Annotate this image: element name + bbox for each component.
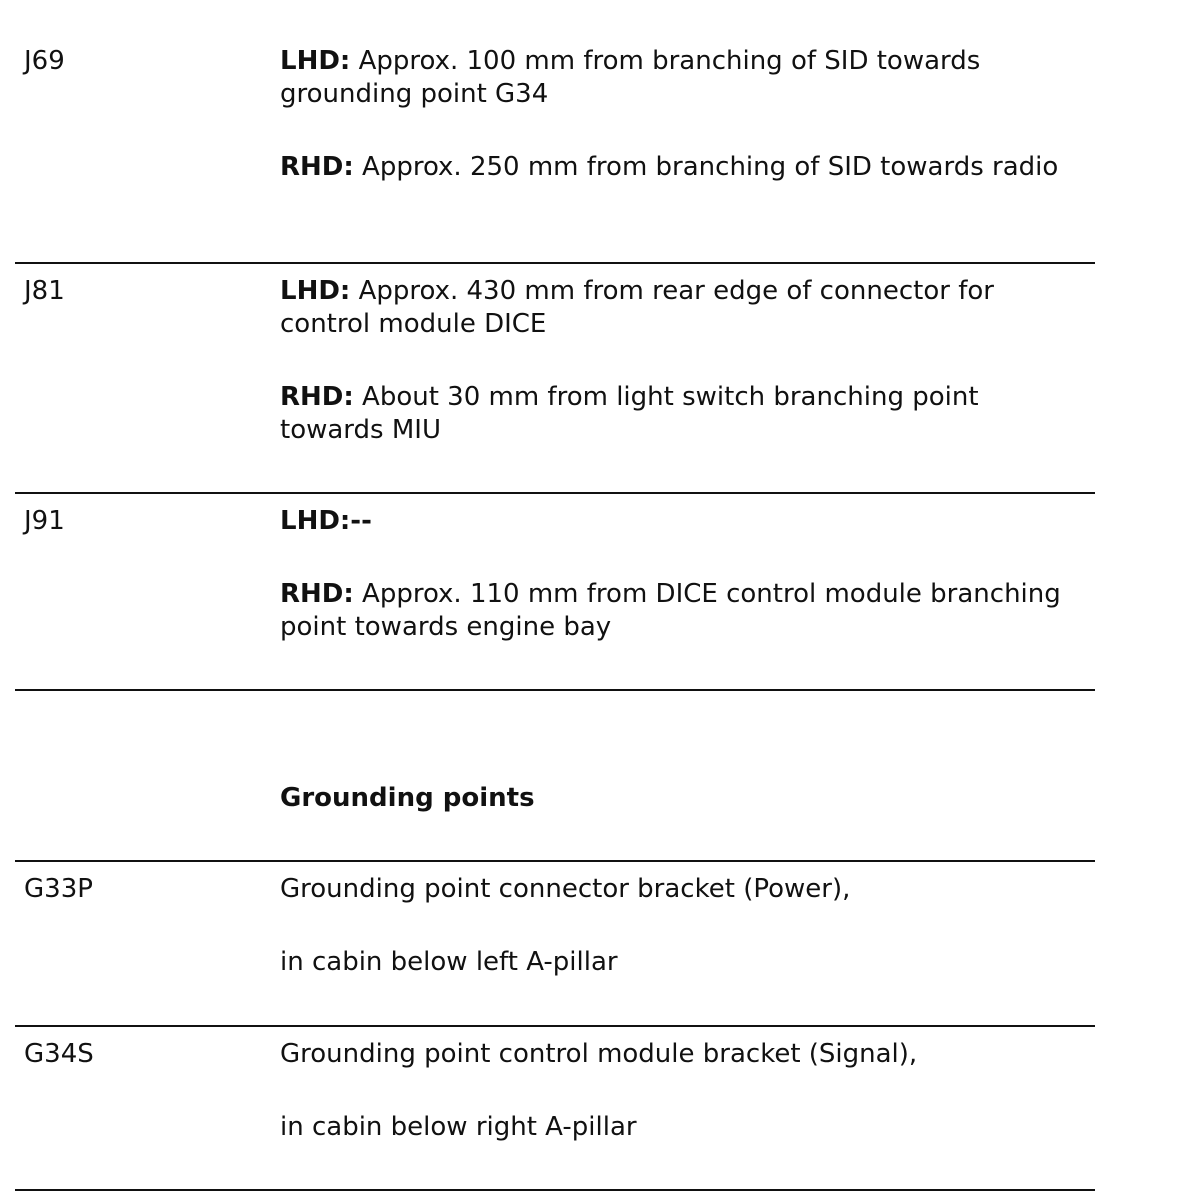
lhd-label: LHD:-- (280, 506, 372, 536)
lhd-location (280, 275, 1080, 341)
grounding-location: in cabin below left A-pillar (280, 947, 618, 977)
rhd-text: Approx. 110 mm from DICE control module branching point towards engine bay (280, 579, 1061, 642)
lhd-text: Approx. 430 mm from rear edge of connector for control module DICE (280, 276, 994, 339)
rhd-location (280, 578, 1080, 644)
rhd-location (280, 151, 1080, 184)
rhd-label: RHD: (280, 152, 354, 182)
rhd-location (280, 381, 1080, 447)
grounding-code: G33P (24, 874, 93, 904)
row-divider (15, 689, 1095, 691)
grounding-location: in cabin below right A-pillar (280, 1112, 637, 1142)
rhd-text: About 30 mm from light switch branching point towards MIU (280, 382, 979, 445)
row-divider (15, 1189, 1095, 1191)
row-divider (15, 860, 1095, 862)
connector-code: J91 (24, 506, 65, 536)
connector-code: J81 (24, 276, 65, 306)
connector-code: J69 (24, 46, 65, 76)
rhd-label: RHD: (280, 579, 354, 609)
lhd-location (280, 505, 1080, 538)
lhd-label: LHD: (280, 276, 351, 306)
rhd-label: RHD: (280, 382, 354, 412)
rhd-text: Approx. 250 mm from branching of SID towards radio (353, 152, 1059, 182)
row-divider (15, 492, 1095, 494)
grounding-description: Grounding point connector bracket (Power), (280, 874, 851, 904)
lhd-location (280, 45, 1080, 111)
grounding-description: Grounding point control module bracket (Signal), (280, 1039, 918, 1069)
section-heading: Grounding points (280, 783, 535, 813)
row-divider (15, 262, 1095, 264)
row-divider (15, 1025, 1095, 1027)
lhd-text: Approx. 100 mm from branching of SID towards grounding point G34 (280, 46, 981, 109)
grounding-code: G34S (24, 1039, 94, 1069)
lhd-label: LHD: (280, 46, 351, 76)
